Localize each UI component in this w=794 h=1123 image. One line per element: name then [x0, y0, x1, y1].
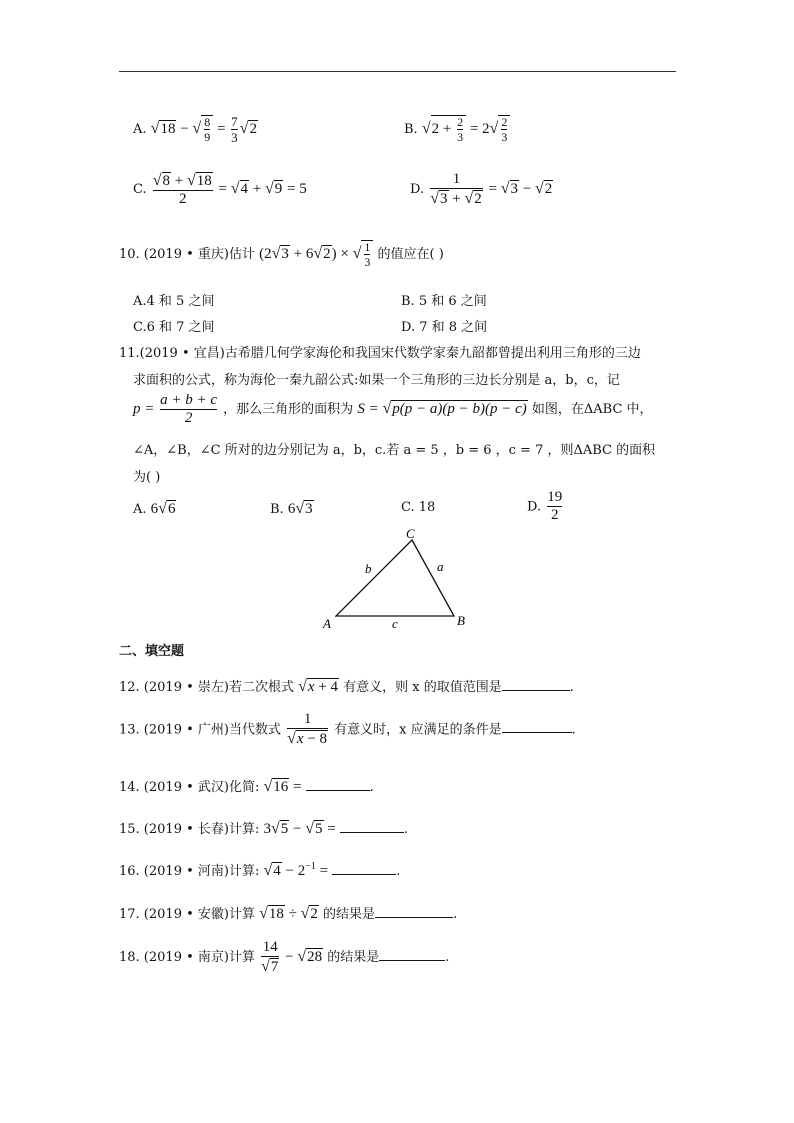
q9-option-b[interactable]: B. √2 + $\frac{2}{3}$ = 2√ $\frac{2}{3}$: [404, 115, 510, 143]
q9-b-expr: √2 + $\frac{2}{3}$ = 2√ $\frac{2}{3}$: [422, 121, 511, 137]
q9-d-expr: $\frac{1}{√3 + √2}$ = √3 − √2: [430, 171, 553, 207]
q11-line2: 求面积的公式，称为海伦一秦九韶公式:如果一个三角形的三边长分别是 a，b，c，记: [133, 373, 620, 388]
q11-option-a[interactable]: A. 6√6: [133, 500, 176, 517]
q11-s-formula: S = √p(p − a)(p − b)(p − c): [357, 400, 527, 418]
q10-option-c[interactable]: C.6 和 7 之间: [133, 320, 215, 335]
q11-option-c[interactable]: C. 18: [401, 500, 436, 515]
q11-line5: 为( ): [133, 470, 161, 485]
q13-answer-blank[interactable]: [502, 720, 572, 733]
q9-option-d[interactable]: D. $\frac{1}{√3 + √2}$ = √3 − √2: [410, 171, 553, 207]
q11-line3: p = $\frac{a + b + c}{2}$ ，那么三角形的面积为 S = √p(p − a)(p − b)(p − c) 如图，在ΔABC 中，: [133, 392, 653, 426]
q9-c-expr: $\frac{√8 + √18}{2}$ = √4 + √9 = 5: [152, 172, 307, 207]
triangle-shape: [336, 540, 454, 616]
q18: 18. (2019 • 南京)计算 $\frac{14}{√7}$ − √28 的结果是 .: [119, 939, 450, 975]
q14: 14. (2019 • 武汉)化简: √16 = .: [119, 778, 374, 795]
q9-option-a[interactable]: A. √18 − √ $\frac{8}{9}$ = $\frac{7}{3}$ √2: [133, 114, 257, 145]
q9-a-expr: √18 − √ $\frac{8}{9}$ = $\frac{7}{3}$ √2: [150, 114, 257, 145]
vertex-b-label: B: [457, 613, 465, 628]
q10-option-a[interactable]: A.4 和 5 之间: [133, 294, 215, 309]
q11-line1: 11.(2019 • 宜昌)古希腊几何学家海伦和我国宋代数学家秦九韶都曾提出利用三角形的三边: [119, 346, 641, 361]
q17-answer-blank[interactable]: [375, 905, 453, 918]
q10-option-d[interactable]: D. 7 和 8 之间: [401, 320, 488, 335]
q10-option-b[interactable]: B. 5 和 6 之间: [401, 294, 487, 309]
q10-expr: (2√3 + 6√2) × √ $\frac{1}{3}$: [259, 246, 373, 262]
q11-option-b[interactable]: B. 6√3: [270, 500, 313, 517]
q11-option-d[interactable]: D. $\frac{19}{2}$: [527, 489, 563, 523]
q11-line4: ∠A，∠B，∠C 所对的边分别记为 a，b，c.若 a = 5 ，b = 6 ，c = 7 ，则ΔABC 的面积: [133, 443, 656, 458]
side-b-label: b: [365, 561, 372, 576]
q12: 12. (2019 • 崇左)若二次根式 √x + 4 有意义，则 x 的取值范围是 .: [119, 678, 574, 695]
q16: 16. (2019 • 河南)计算: $√4 - 2^{-1}$ = .: [119, 861, 401, 879]
q15-answer-blank[interactable]: [340, 820, 404, 833]
q9-option-c[interactable]: C. $\frac{√8 + √18}{2}$ = √4 + √9 = 5: [133, 172, 307, 207]
q16-answer-blank[interactable]: [332, 862, 396, 875]
section-heading: 二、填空题: [119, 644, 185, 659]
q14-answer-blank[interactable]: [306, 778, 370, 791]
vertex-c-label: C: [406, 528, 415, 541]
q13: 13. (2019 • 广州)当代数式 $\frac{1}{√x - 8}$ 有意义时，x 应满足的条件是 .: [119, 711, 576, 747]
triangle-figure: [320, 528, 470, 633]
side-c-label: c: [392, 616, 398, 631]
q11-p-formula: p = $\frac{a + b + c}{2}$: [133, 392, 218, 426]
vertex-a-label: A: [323, 616, 331, 631]
q17: 17. (2019 • 安徽)计算 √18 ÷ √2 的结果是 .: [119, 905, 458, 922]
q10-stem: 10. (2019 • 重庆)估计 (2√3 + 6√2) × √ $\frac{1}{3}$ 的值应在( ): [119, 240, 444, 269]
q18-answer-blank[interactable]: [379, 948, 445, 961]
header-rule: [119, 71, 676, 72]
q12-answer-blank[interactable]: [502, 678, 570, 691]
q15: 15. (2019 • 长春)计算: 3√5 − √5 = .: [119, 820, 409, 837]
side-a-label: a: [437, 559, 444, 574]
